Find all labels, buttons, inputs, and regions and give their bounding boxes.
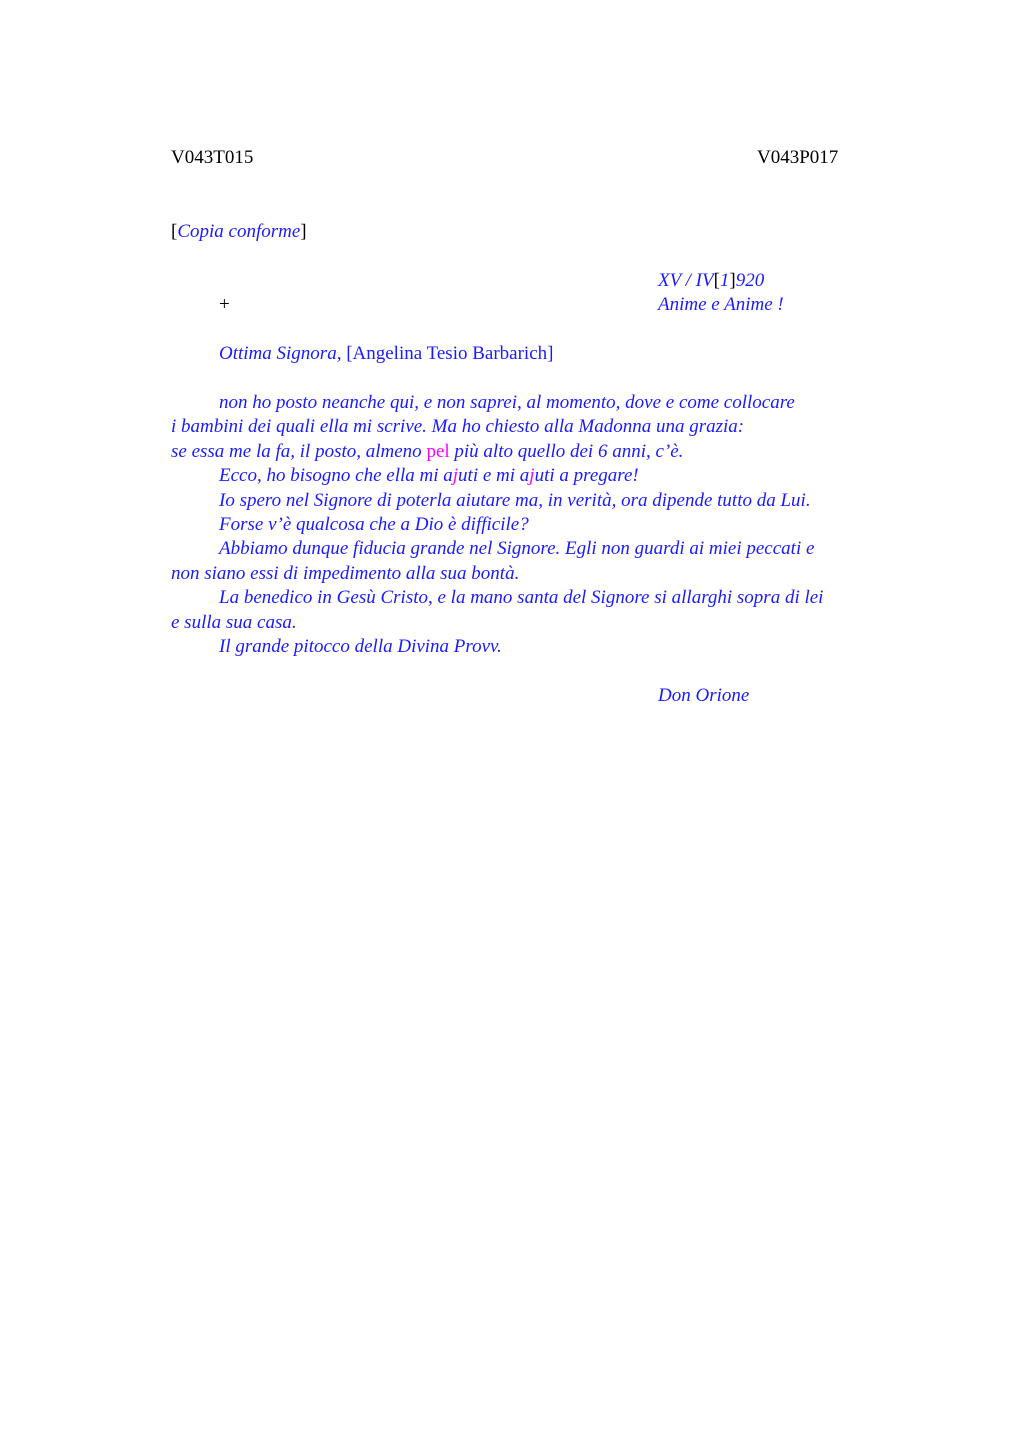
header-left-code: V043T015	[171, 147, 254, 168]
body-line-5: Io spero nel Signore di poterla aiutare ma, in verità, ora dipende tutto da Lui.	[219, 490, 811, 511]
copy-note-close-bracket: ]	[300, 221, 307, 242]
body-line-3-start: se essa me la fa, il posto, almeno	[171, 441, 427, 462]
header-right-code: V043P017	[757, 147, 839, 168]
highlight-letter-j-1: j	[452, 465, 459, 486]
body-line-4	[219, 464, 639, 488]
body-line-4-end: uti a pregare!	[534, 465, 639, 486]
cross-symbol: +	[219, 294, 230, 315]
copy-note	[171, 220, 307, 244]
body-line-4-start: Ecco, ho bisogno che ella mi a	[219, 465, 453, 486]
body-line-4-middle: uti e mi a	[458, 465, 530, 486]
dateline-bracket-open: [	[713, 270, 720, 291]
body-line-2: i bambini dei quali ella mi scrive. Ma ho chiesto alla Madonna una grazia:	[171, 416, 745, 437]
salutation-greeting: Ottima Signora,	[219, 343, 342, 364]
signature: Don Orione	[658, 685, 750, 706]
highlight-letter-j-2: j	[529, 465, 535, 486]
dateline-part2: 920	[735, 270, 765, 291]
dateline-bracket-close: ]	[729, 270, 736, 291]
dateline-part1: XV / IV	[658, 270, 714, 291]
body-line-3-end: più alto quello dei 6 anni, c’è.	[449, 441, 684, 462]
dateline-motto: Anime e Anime !	[658, 294, 784, 315]
body-line-6: Forse v’è qualcosa che a Dio è difficile?	[219, 514, 529, 535]
body-line-7: Abbiamo dunque fiducia grande nel Signore. Egli non guardi ai miei peccati e	[219, 538, 815, 559]
salutation-recipient-close: ]	[547, 343, 554, 364]
body-line-10: e sulla sua casa.	[171, 612, 297, 633]
dateline-bracket-inner: 1	[719, 270, 730, 291]
copy-note-open-bracket: [	[171, 221, 178, 242]
dateline	[658, 269, 764, 293]
body-line-1: non ho posto neanche qui, e non saprei, al momento, dove e come collocare	[219, 392, 795, 413]
body-line-3	[171, 440, 683, 464]
salutation	[219, 342, 553, 366]
salutation-recipient-open: [	[346, 343, 353, 364]
salutation-recipient-name: Angelina Tesio Barbarich	[352, 343, 548, 364]
body-line-9: La benedico in Gesù Cristo, e la mano santa del Signore si allarghi sopra di lei	[219, 587, 824, 608]
body-line-11: Il grande pitocco della Divina Provv.	[219, 636, 502, 657]
body-line-8: non siano essi di impedimento alla sua bontà.	[171, 563, 520, 584]
copy-note-text: Copia conforme	[177, 221, 301, 242]
highlight-word-pel: pel	[426, 441, 450, 462]
